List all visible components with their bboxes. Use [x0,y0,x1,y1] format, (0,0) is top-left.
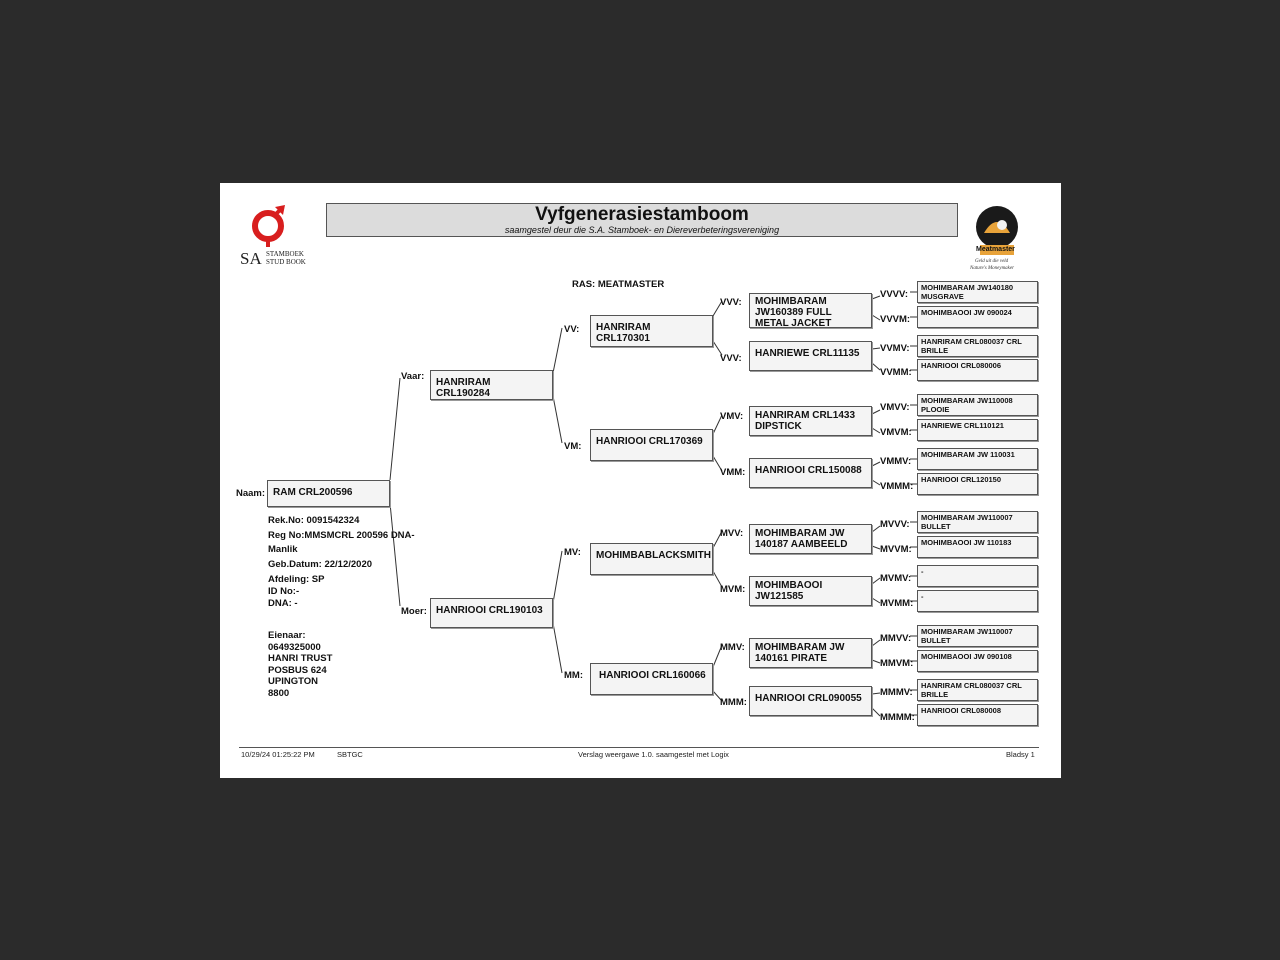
vmm-name: HANRIOOI CRL150088 [755,465,862,476]
footer-datetime: 10/29/24 01:25:22 PM [241,750,315,759]
mmm-name: HANRIOOI CRL090055 [755,693,862,704]
gen4-name: - [921,592,924,601]
gen4-box [917,590,1038,612]
gen4-name: HANRIRAM CRL080037 CRL BRILLE [921,681,1022,699]
gen4-label: VMVV: [880,402,910,413]
vmm-label: VMM: [720,467,746,478]
vv-name: HANRIRAM CRL170301 [596,322,651,344]
vmv-label: VMV: [720,411,744,422]
logo-stamboek-text: STAMBOEK [266,250,304,258]
connector-line [872,526,880,532]
connector-line [872,462,880,466]
footer-code: SBTGC [337,750,363,759]
vmm-box [749,458,872,488]
gen4-box [917,704,1038,726]
gen4-label: MVMM: [880,598,914,609]
vvm-name: HANRIEWE CRL11135 [755,348,860,359]
mv-label: MV: [564,547,581,558]
vvv-box [749,293,872,328]
mm-name: HANRIOOI CRL160066 [599,670,706,681]
sex: Manlik [268,544,298,555]
gen4-label: MMMV: [880,687,913,698]
mv-name: MOHIMBABLACKSMITH [596,550,711,561]
vm-label: VM: [564,441,582,452]
animal-label: Naam: [236,488,266,499]
logo-studbook-text: STUD BOOK [266,258,306,266]
gen4-name: MOHIMBARAM JW 110031 [921,450,1015,459]
gen4-box [917,565,1038,587]
mm-label: MM: [564,670,583,681]
gen4-label: VVVM: [880,314,911,325]
gen4-box [917,335,1038,357]
connector-line [553,328,562,373]
logo-sa-text: SA [240,249,262,268]
gen4-label: VMMV: [880,456,912,467]
owner-phone: 0649325000 [268,641,321,653]
gen4-box [917,679,1038,701]
gen4-label: MVVM: [880,544,912,555]
owner-town: UPINGTON [268,676,318,687]
mmm-box [749,686,872,716]
gen4-name: HANRIRAM CRL080037 CRL BRILLE [921,337,1022,355]
gen4-name: MOHIMBARAM JW110008 PLOOIE [921,396,1013,414]
gen4-label: VVVV: [880,289,908,300]
animal-name: RAM CRL200596 [273,487,353,498]
gen4-label: MMVV: [880,633,912,644]
connector-line [872,708,880,716]
moer-name: HANRIOOI CRL190103 [436,605,543,616]
mvv-box [749,524,872,554]
rek-no: Rek.No: 0091542324 [268,515,360,526]
sa-studbook-logo [240,203,310,269]
gen4-name: MOHIMBAOOI JW 090108 [921,652,1012,661]
breed-label: RAS: MEATMASTER [572,279,665,290]
gen4-name: HANRIOOI CRL120150 [921,475,1002,484]
gen4-name: MOHIMBAOOI JW 110183 [921,538,1012,547]
mmv-box [749,638,872,668]
vvm-box [749,341,872,371]
gen4-name: MOHIMBARAM JW110007 BULLET [921,513,1013,531]
connector-line [872,363,880,370]
connector-line [872,660,880,663]
gen4-label: MMMM: [880,712,915,723]
connector-line [872,598,880,603]
mvm-label: MVM: [720,584,746,595]
animal-box [267,480,390,507]
gen4-name: - [921,567,924,576]
id-no: ID No:- [268,585,300,597]
footer-report: Verslag weergawe 1.0. saamgestel met Logix [578,750,729,759]
gen4-box [917,625,1038,647]
owner-info [268,630,332,699]
gen4-box [917,394,1038,416]
gen4-name: MOHIMBAOOI JW 090024 [921,308,1012,317]
footer-page: Bladsy 1 [1006,750,1035,759]
gen4-box [917,536,1038,558]
dna: DNA: - [268,597,298,609]
gen4-box [917,281,1038,303]
connector-line [553,396,562,443]
moer-label: Moer: [401,606,427,617]
mvm-box [749,576,872,606]
vmv-box [749,406,872,436]
connector-line [872,428,880,433]
connector-line [872,640,880,646]
connector-line [872,546,880,549]
title-banner [326,203,958,237]
owner-code: 8800 [268,687,290,699]
connector-line [390,378,400,480]
gen4-label: MVMV: [880,573,912,584]
gen4-label: MMVM: [880,658,914,669]
owner-box: POSBUS 624 [268,664,327,676]
connector-line [872,480,880,485]
gen4-box [917,306,1038,328]
animal-info [268,515,415,610]
gen4-label: VVMV: [880,343,910,354]
vaar-name: HANRIRAM CRL190284 [436,377,491,399]
connector-line [553,623,562,673]
meatmaster-name: Meatmaster [976,246,1015,253]
page-subtitle: saamgestel deur die S.A. Stamboek- en Diereverbeteringsvereniging [504,225,780,235]
mmv-label: MMV: [720,642,745,653]
vaar-label: Vaar: [401,371,425,382]
gen4-name: HANRIEWE CRL110121 [921,421,1004,430]
gen4-box [917,511,1038,533]
vm-box [590,429,713,461]
connector-line [872,578,880,584]
gen4-box [917,473,1038,495]
vvm-label: VVV: [720,353,742,364]
birth-date: Geb.Datum: 22/12/2020 [268,558,373,570]
mmm-label: MMM: [720,697,747,708]
gen4-name: HANRIOOI CRL080008 [921,706,1002,715]
gen4-box [917,359,1038,381]
gen4-name: MOHIMBARAM JW140180 MUSGRAVE [921,283,1014,301]
afdeling: Afdeling: SP [268,573,325,585]
moer-box [430,598,553,628]
gen4-name: MOHIMBARAM JW110007 BULLET [921,627,1013,645]
vm-name: HANRIOOI CRL170369 [596,436,703,447]
vvv-name: MOHIMBARAM JW160389 FULL METAL JACKET [755,296,832,329]
gen4-box [917,448,1038,470]
connector-line [872,348,880,349]
vvv-label: VVV: [720,297,742,308]
gen4-label: VVMM: [880,367,912,378]
mmv-name: MOHIMBARAM JW 140161 PIRATE [755,642,845,664]
meatmaster-tagline-2: Nature's Moneymaker [970,266,1015,271]
vv-box [590,315,713,347]
gen4-box [917,419,1038,441]
vaar-box [430,370,553,400]
mvv-name: MOHIMBARAM JW 140187 AAMBEELD [755,528,848,550]
mvm-name: MOHIMBAOOI JW121585 [755,580,823,602]
gen4-name: HANRIOOI CRL080006 [921,361,1002,370]
gen4-label: VMVM: [880,427,912,438]
connector-line [872,296,880,299]
mv-box [590,543,713,575]
connector-line [872,410,880,414]
vmv-name: HANRIRAM CRL1433 DIPSTICK [755,410,856,432]
reg-no: Reg No:MMSMCRL 200596 DNA- [268,529,415,541]
connector-line [872,693,880,694]
page-title: Vyfgenerasiestamboom [535,204,749,225]
gen4-label: VMMM: [880,481,914,492]
meatmaster-logo [966,203,1028,275]
footer-rule [239,747,1039,748]
vv-label: VV: [564,324,580,335]
mvv-label: MVV: [720,528,744,539]
pedigree-document [220,183,1061,778]
owner-label: Eienaar: [268,630,306,641]
gen4-box [917,650,1038,672]
gen4-label: MVVV: [880,519,910,530]
meatmaster-tagline-1: Geld uit die veld [975,259,1009,264]
connector-line [553,551,562,603]
connector-line [872,315,880,320]
owner-name: HANRI TRUST [268,653,333,664]
mm-box [590,663,713,695]
